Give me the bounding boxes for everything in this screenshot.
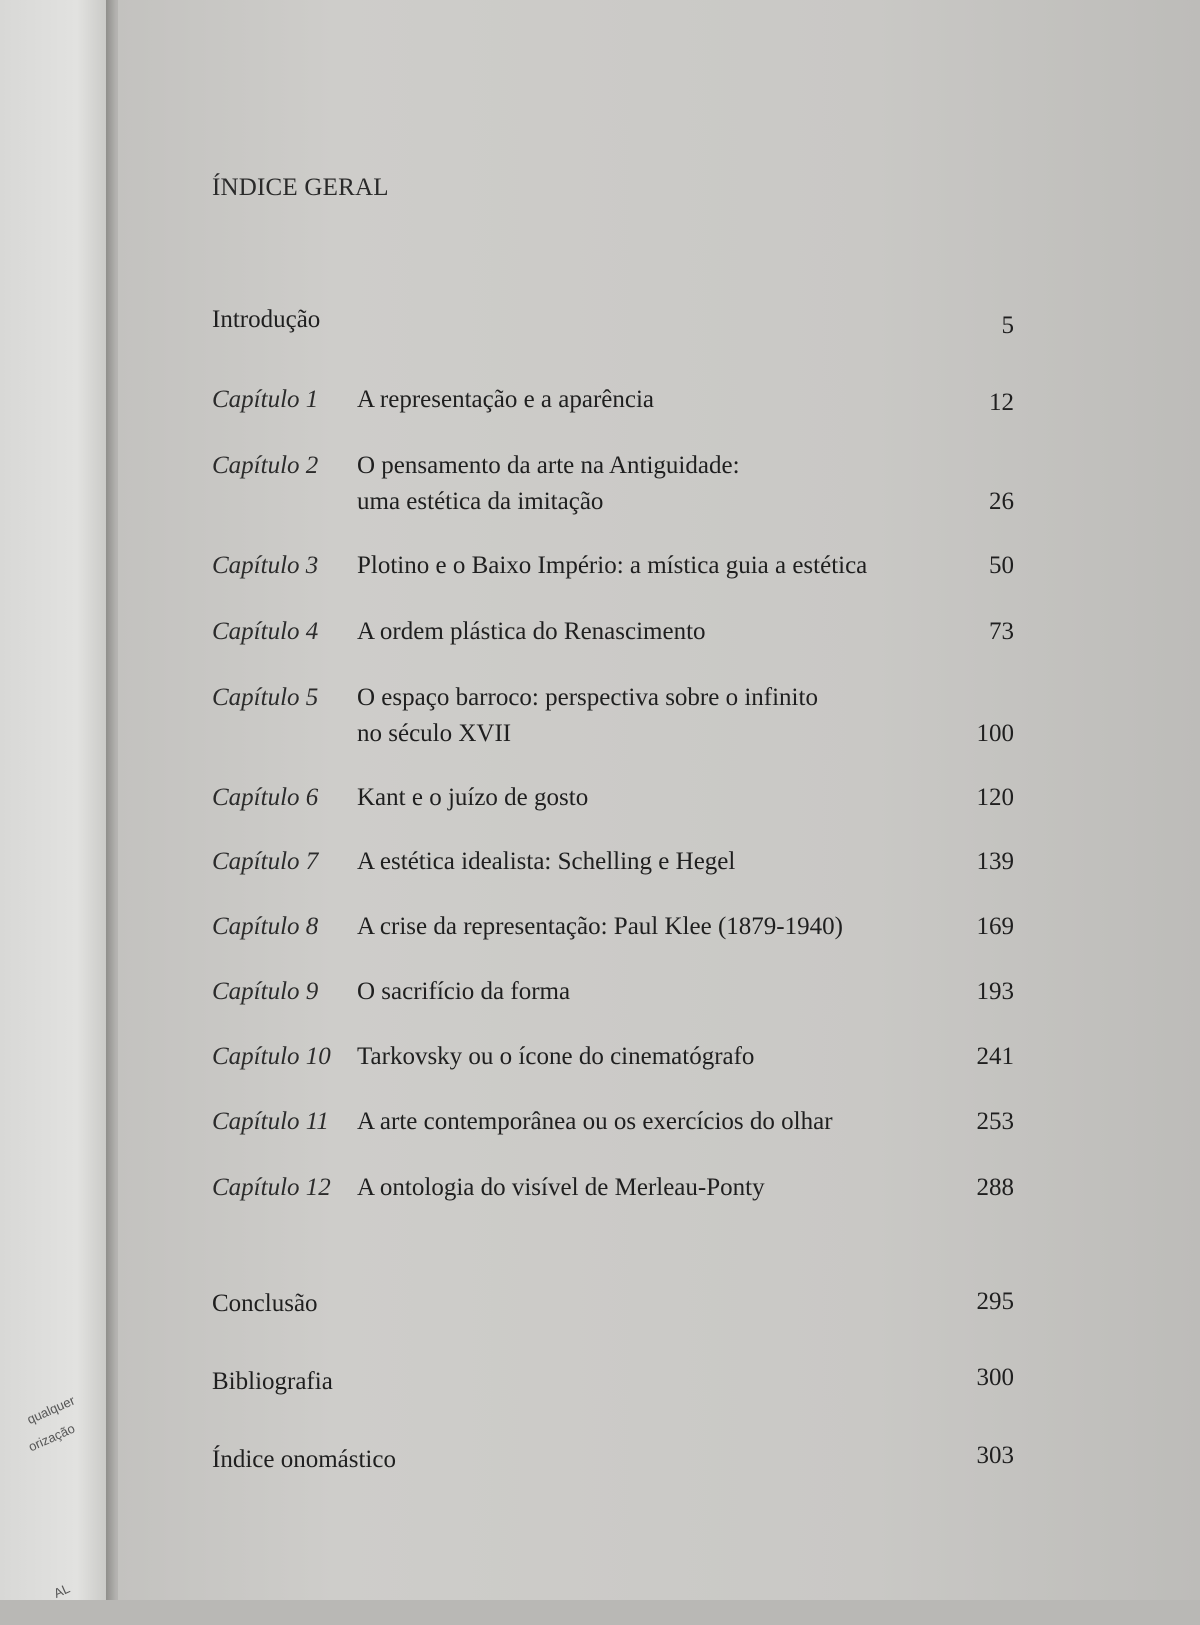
page-number: 50: [989, 552, 1014, 579]
chapter-title-line: Tarkovsky ou o ícone do cinematógrafo: [357, 1043, 755, 1070]
page-title: ÍNDICE GERAL: [212, 174, 389, 201]
page-number: 26: [989, 488, 1014, 515]
chapter-title-line: A representação e a aparência: [357, 386, 655, 413]
page-number: 300: [976, 1364, 1014, 1391]
page-number: 193: [976, 978, 1014, 1005]
chapter-label: Capítulo 4: [212, 618, 319, 645]
chapter-label: Capítulo 10: [212, 1043, 331, 1070]
chapter-label: Capítulo 3: [212, 552, 319, 579]
chapter-title-line: A ontologia do visível de Merleau-Ponty: [357, 1174, 765, 1201]
chapter-title-line: no século XVII: [357, 720, 512, 747]
page-number: 288: [976, 1174, 1014, 1201]
page-number: 253: [976, 1108, 1014, 1135]
chapter-title-line: O sacrifício da forma: [357, 978, 571, 1005]
chapter-label: Capítulo 2: [212, 452, 319, 479]
chapter-title-line: A arte contemporânea ou os exercícios do olhar: [357, 1108, 833, 1135]
entry-label: Conclusão: [212, 1290, 318, 1317]
left-page-fragment: qualquer: [24, 1392, 78, 1427]
chapter-title-line: Kant e o juízo de gosto: [357, 784, 589, 811]
page-number: 303: [976, 1442, 1014, 1469]
chapter-title-line: A estética idealista: Schelling e Hegel: [357, 848, 736, 875]
chapter-title: [357, 909, 947, 945]
chapter-title: [357, 780, 947, 816]
chapter-label: Capítulo 6: [212, 784, 319, 811]
page-number: 120: [976, 784, 1014, 811]
chapter-title: [357, 448, 947, 520]
left-page-fragment: orização: [26, 1420, 78, 1455]
chapter-label: Capítulo 7: [212, 848, 319, 875]
chapter-label: Capítulo 5: [212, 684, 319, 711]
chapter-title-line: O espaço barroco: perspectiva sobre o infinito: [357, 684, 818, 711]
entry-label: Índice onomástico: [212, 1446, 396, 1473]
chapter-title: [357, 1104, 947, 1140]
chapter-title: [357, 614, 947, 650]
left-page: [0, 0, 110, 1600]
page-number: 241: [976, 1043, 1014, 1070]
chapter-title: [357, 382, 947, 418]
left-page-fragment: AL: [51, 1580, 73, 1601]
page-number: 169: [976, 913, 1014, 940]
page-number: 295: [976, 1288, 1014, 1315]
entry-label: Bibliografia: [212, 1368, 333, 1395]
chapter-label: Capítulo 9: [212, 978, 319, 1005]
chapter-title-line: uma estética da imitação: [357, 488, 604, 515]
chapter-title-line: A crise da representação: Paul Klee (1879-1940): [357, 913, 843, 940]
chapter-label: Capítulo 1: [212, 386, 319, 413]
page-number: 5: [1001, 312, 1014, 339]
chapter-title-line: Plotino e o Baixo Império: a mística guia a estética: [357, 552, 868, 579]
chapter-title: [357, 680, 947, 752]
chapter-title: [357, 548, 947, 584]
chapter-title-line: A ordem plástica do Renascimento: [357, 618, 706, 645]
page-number: 12: [989, 389, 1014, 416]
chapter-title: [357, 844, 947, 880]
chapter-title: [357, 974, 947, 1010]
chapter-title: [357, 1039, 947, 1075]
chapter-label: Capítulo 8: [212, 913, 319, 940]
page-number: 139: [976, 848, 1014, 875]
chapter-label: Capítulo 11: [212, 1108, 329, 1135]
chapter-title: [357, 1170, 947, 1206]
page-number: 73: [989, 618, 1014, 645]
entry-label: Introdução: [212, 306, 321, 333]
page-number: 100: [976, 720, 1014, 747]
chapter-label: Capítulo 12: [212, 1174, 331, 1201]
chapter-title-line: O pensamento da arte na Antiguidade:: [357, 452, 740, 479]
